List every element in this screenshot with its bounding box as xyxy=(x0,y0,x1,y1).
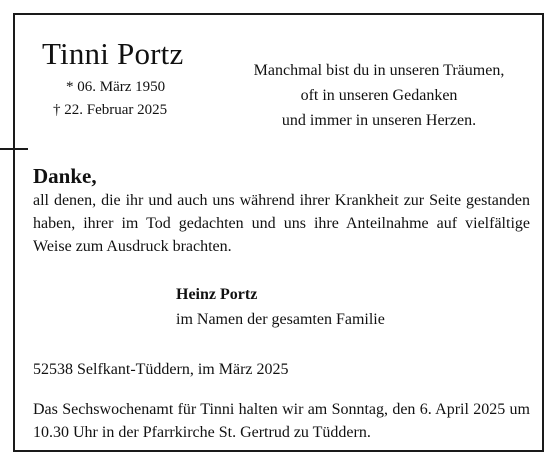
danke-heading: Danke, xyxy=(33,164,97,188)
death-date: † 22. Februar 2025 xyxy=(53,102,168,118)
deceased-name: Tinni Portz xyxy=(42,36,184,71)
poem xyxy=(228,58,530,133)
poem-line: oft in unseren Gedanken xyxy=(300,87,458,104)
service-announcement: Das Sechswochenamt für Tinni halten wir am Sonntag, den 6. April 2025 um 10.30 Uhr in der Pfarrkirche St. Gertrud zu Tüddern. xyxy=(33,401,530,441)
signer-note: im Namen der gesamten Familie xyxy=(176,311,385,328)
cross-horizontal-bar xyxy=(0,148,28,150)
poem-line: Manchmal bist du in unseren Träumen, xyxy=(253,62,505,79)
birth-date: * 06. März 1950 xyxy=(66,79,166,95)
poem-line: und immer in unseren Herzen. xyxy=(281,112,477,129)
cross-vertical-bar xyxy=(13,96,15,236)
place-date: 52538 Selfkant-Tüddern, im März 2025 xyxy=(33,361,289,378)
thanks-text: all denen, die ihr und auch uns während ihrer Krankheit zur Seite gestanden haben, ihrer im Tod gedachten und uns ihre Anteilnahme auf vielfältige Weise zum Ausdruck brachten. xyxy=(33,192,530,255)
signer-name: Heinz Portz xyxy=(176,286,258,303)
